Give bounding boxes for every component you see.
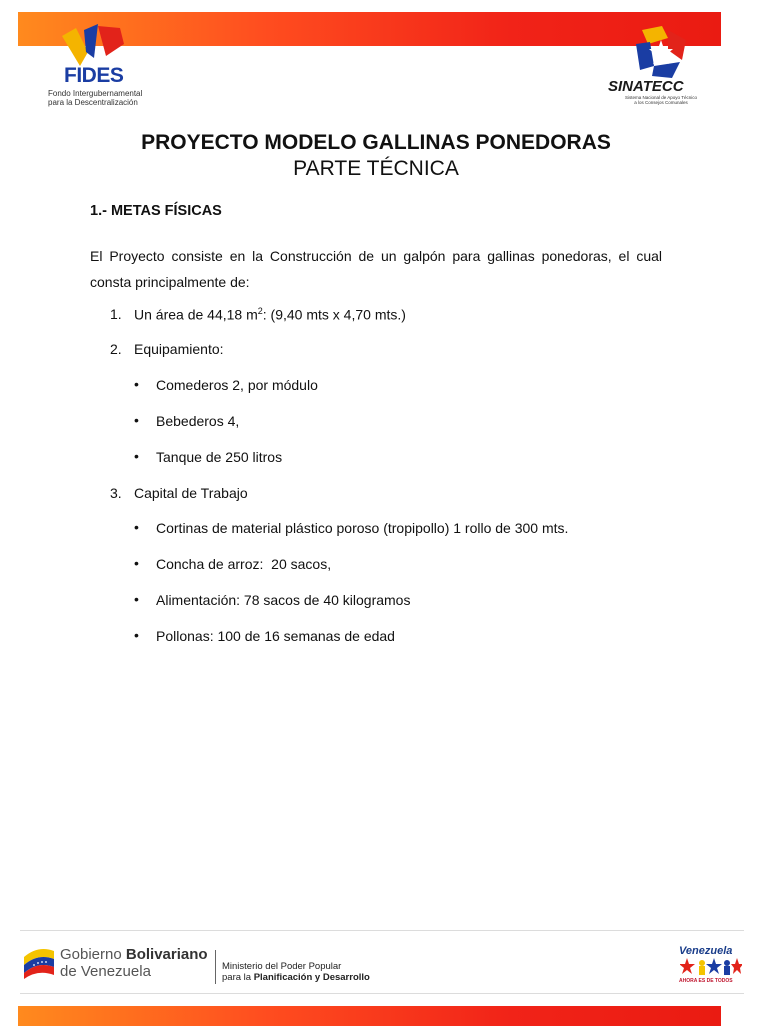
list-item: Cortinas de material plástico poroso (tropipollo) 1 rollo de 300 mts. [156,520,569,536]
sinatecc-subtitle [614,95,708,105]
bullet-icon: • [134,591,139,607]
list-item: Tanque de 250 litros [156,449,283,465]
bullet-icon: • [134,555,139,571]
ministerio-name: Planificación y Desarrollo [253,972,370,983]
fides-subtitle [48,89,142,107]
footer-divider-bottom [20,993,744,994]
sinatecc-subtitle-line-2: a los Consejos Comunales [634,100,688,105]
section-heading: 1.- METAS FÍSICAS [90,203,222,219]
bullet-icon: • [134,519,139,535]
document-title: PROYECTO MODELO GALLINAS PONEDORAS [141,131,611,154]
gobierno-text-line-1 [60,946,208,963]
fides-logo-text: FIDES [64,64,124,87]
venezuela-slogan: AHORA ES DE TODOS [679,978,733,984]
list-item: Bebederos 4, [156,413,240,429]
bullet-icon: • [134,376,139,392]
list-item: Concha de arroz: 20 sacos, [156,556,332,572]
bullet-icon: • [134,448,139,464]
document-subtitle: PARTE TÉCNICA [293,157,459,180]
sinatecc-logo-text: SINATECC [608,78,684,95]
footer-separator [215,950,216,984]
list-item: Pollonas: 100 de 16 semanas de edad [156,628,395,644]
footer-divider-top [20,930,744,931]
next-page-header-band [18,1006,721,1026]
sinatecc-logo [632,26,690,78]
fides-subtitle-line-2: para la Descentralización [48,98,138,107]
item-2-text: Equipamiento: [134,341,224,357]
item-3-text: Capital de Trabajo [134,485,248,501]
item-1-text [134,306,406,323]
bolivariano-label: Bolivariano [125,946,208,963]
venezuela-figures-icon [680,956,742,978]
ministerio-line-1: Ministerio del Poder Popular [222,961,342,972]
gobierno-label: Gobierno [60,946,126,963]
ministerio-prefix: para la [222,972,254,983]
list-item: Alimentación: 78 sacos de 40 kilogramos [156,592,411,608]
item-3-number: 3. [110,485,122,501]
item-2-number: 2. [110,341,122,357]
intro-paragraph: El Proyecto consiste en la Construcción de un galpón para gallinas ponedoras, el cual consta principalmente de: [90,248,662,290]
list-item: Comederos 2, por módulo [156,377,318,393]
bullet-icon: • [134,412,139,428]
item-1-text-main: Un área de 44,18 m [134,306,258,323]
venezuela-logo-text: Venezuela [679,945,733,957]
item-1-number: 1. [110,306,122,322]
item-1-text-dims: : (9,40 mts x 4,70 mts.) [262,306,406,323]
fides-subtitle-line-1: Fondo Intergubernamental [48,89,143,98]
item-1-superscript: 2 [257,306,263,316]
ministerio-line-2 [222,972,370,983]
gobierno-text-line-2: de Venezuela [60,963,151,980]
bullet-icon: • [134,627,139,643]
venezuela-flag-icon [22,943,56,979]
sinatecc-subtitle-line-1: Sistema Nacional de Apoyo Técnico [625,95,697,100]
